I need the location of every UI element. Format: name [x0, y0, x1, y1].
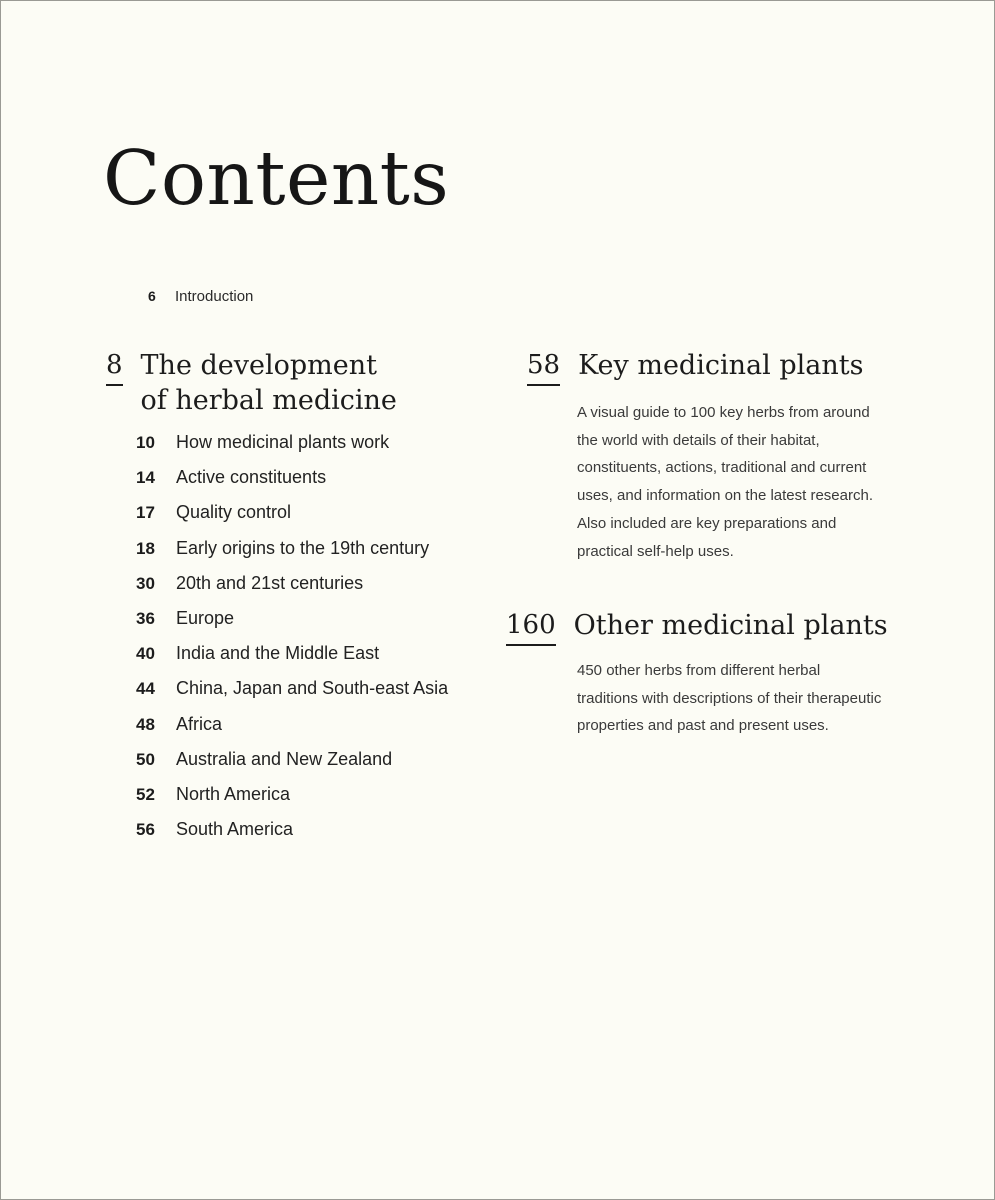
toc-entry[interactable] [136, 784, 448, 819]
toc-entry-introduction[interactable] [140, 288, 253, 305]
description-line: practical self-help uses. [577, 542, 734, 560]
section-title [578, 348, 863, 383]
section-title [574, 608, 888, 643]
section-page-number: 8 [106, 348, 123, 386]
description-line: uses, and information on the latest research. [577, 487, 874, 505]
section-page-number: 58 [527, 348, 560, 386]
section-title [141, 348, 397, 418]
section-description [577, 657, 881, 740]
toc-entry[interactable] [136, 573, 448, 608]
toc-entry-label: 20th and 21st centuries [176, 572, 364, 593]
toc-page-number: 36 [136, 608, 155, 628]
toc-entry-label: Europe [176, 607, 235, 628]
toc-page-number: 52 [136, 784, 155, 804]
toc-entry-label: Quality control [176, 502, 292, 523]
section-title-line: of herbal medicine [140, 385, 397, 416]
section-heading-development[interactable] [106, 348, 397, 418]
toc-entry[interactable] [136, 819, 448, 854]
toc-entry[interactable] [136, 678, 448, 713]
toc-page-number: 50 [136, 749, 155, 769]
toc-entry[interactable] [136, 538, 448, 573]
section-heading-key-plants[interactable] [527, 348, 863, 386]
toc-entry-label: Active constituents [176, 467, 327, 488]
toc-entry[interactable] [136, 432, 448, 467]
toc-entry-label: Early origins to the 19th century [176, 537, 430, 558]
page-title: Contents [103, 134, 450, 222]
description-line: the world with details of their habitat, [577, 431, 820, 449]
toc-page-number: 17 [136, 503, 155, 523]
description-line: properties and past and present uses. [577, 717, 829, 735]
toc-entry-label: Introduction [175, 288, 254, 305]
description-line: traditions with descriptions of their therapeutic [577, 689, 882, 707]
toc-page-number: 6 [148, 288, 156, 304]
toc-page-number: 30 [136, 573, 155, 593]
toc-entry[interactable] [136, 749, 448, 784]
toc-page-number: 56 [136, 820, 155, 840]
description-line: 450 other herbs from different herbal [577, 662, 821, 679]
toc-page-number: 18 [136, 538, 155, 558]
toc-page-number: 14 [136, 468, 155, 488]
toc-entry-label: India and the Middle East [176, 643, 380, 664]
toc-page-number: 10 [136, 433, 155, 452]
description-line: Also included are key preparations and [577, 514, 837, 532]
toc-page-number: 44 [136, 679, 155, 699]
section-heading-other-plants[interactable] [506, 608, 888, 646]
toc-entry-label: South America [176, 819, 294, 840]
toc-entry-label: Australia and New Zealand [176, 748, 393, 769]
toc-entry[interactable] [136, 643, 448, 678]
toc-entry[interactable] [136, 502, 448, 537]
toc-entry-label: China, Japan and South-east Asia [176, 678, 449, 699]
section-title-line: Other medicinal plants [573, 610, 888, 641]
toc-entry[interactable] [136, 714, 448, 749]
toc-entry[interactable] [136, 467, 448, 502]
toc-page-number: 40 [136, 644, 155, 664]
toc-page-number: 48 [136, 714, 155, 734]
development-toc-list [136, 432, 448, 854]
toc-entry[interactable] [136, 608, 448, 643]
description-line: A visual guide to 100 key herbs from around [577, 404, 870, 421]
description-line: constituents, actions, traditional and current [577, 459, 867, 477]
section-title-line: The development [140, 350, 377, 381]
toc-entry-label: How medicinal plants work [176, 432, 390, 452]
section-page-number: 160 [506, 608, 556, 646]
section-title-line: Key medicinal plants [578, 350, 864, 381]
toc-entry-label: Africa [176, 713, 223, 734]
toc-entry-label: North America [176, 783, 291, 804]
section-description [577, 399, 873, 565]
